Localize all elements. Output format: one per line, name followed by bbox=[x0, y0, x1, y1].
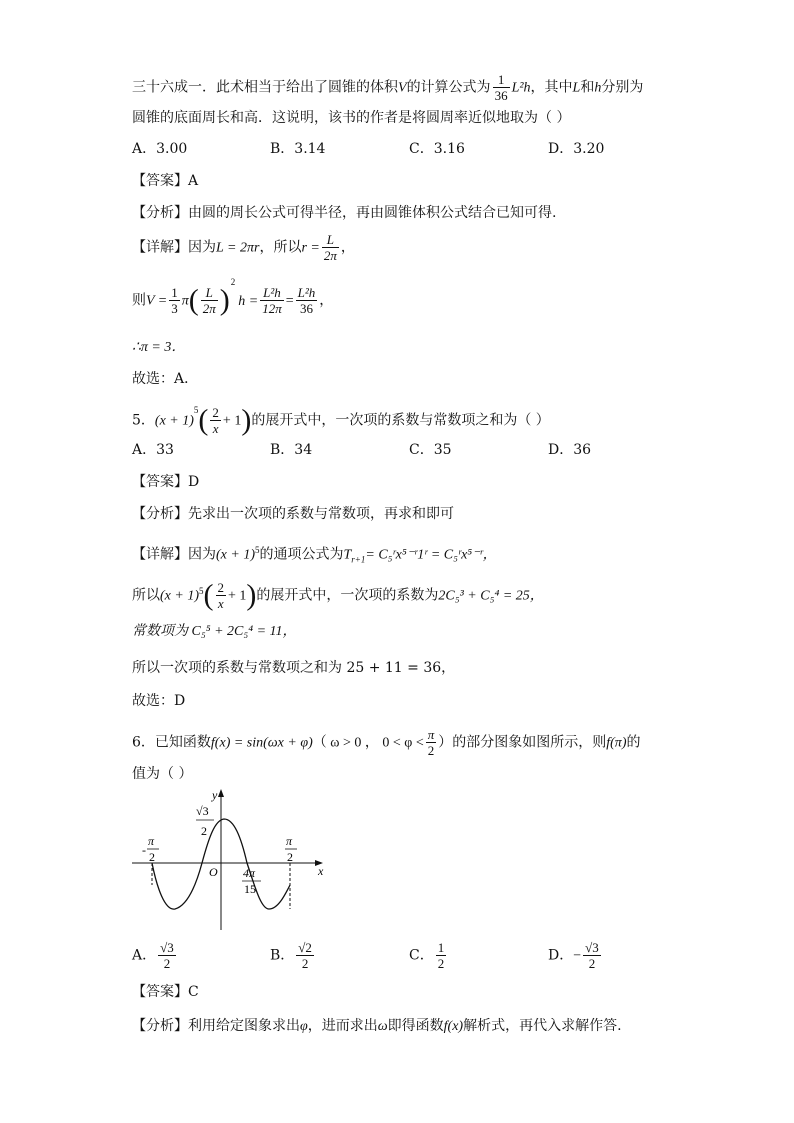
exponent: 5 bbox=[255, 545, 260, 555]
q5-detail bbox=[132, 540, 497, 569]
condition: （ ω > 0 ， 0 < φ < bbox=[312, 735, 424, 751]
denominator: x bbox=[212, 421, 219, 436]
detail-tag: 【详解】 bbox=[132, 546, 188, 563]
pi-right-two: 2 bbox=[287, 850, 293, 864]
q4-volume-derivation bbox=[132, 276, 334, 317]
numerator: 1 bbox=[171, 285, 178, 300]
q4-choose: 故选：A． bbox=[132, 371, 199, 387]
text: 解析式，再代入求解作答. bbox=[463, 1018, 622, 1034]
plus-one: + 1 bbox=[222, 413, 242, 429]
pi: π bbox=[181, 293, 189, 309]
numerator: L²h bbox=[297, 285, 316, 300]
denominator: 2π bbox=[202, 301, 216, 316]
function: f(x) bbox=[443, 1019, 464, 1034]
text: 因为 bbox=[188, 546, 216, 563]
fraction bbox=[426, 727, 437, 758]
q6-option-c bbox=[409, 940, 448, 971]
numerator: L²h bbox=[260, 285, 284, 301]
function-value: f(π) bbox=[606, 735, 627, 751]
q4-answer bbox=[132, 171, 198, 191]
q4-option-c: C．3.16 bbox=[409, 141, 465, 157]
option-label: B． bbox=[270, 947, 295, 964]
minus-sign: − bbox=[573, 948, 582, 964]
q5-choose: 故选：D bbox=[132, 693, 186, 709]
var-l: L bbox=[572, 80, 581, 96]
analysis-tag: 【分析】 bbox=[132, 1018, 188, 1034]
numerator: 1 bbox=[437, 940, 445, 955]
x-label: x bbox=[318, 864, 324, 878]
denominator: 2 bbox=[588, 956, 596, 971]
q5-sum-line: 所以一次项的系数与常数项之和为 25 + 11 = 36， bbox=[132, 660, 456, 676]
option-label: A． bbox=[132, 947, 157, 964]
answer-value: A bbox=[188, 173, 199, 189]
q5-option-a: A．33 bbox=[132, 442, 174, 458]
question-number: 6． bbox=[132, 734, 155, 751]
answer-value: C bbox=[188, 984, 199, 1000]
fraction bbox=[322, 232, 339, 263]
fraction bbox=[436, 940, 447, 971]
denominator: 12π bbox=[262, 301, 282, 316]
binomial: (x + 1) bbox=[216, 547, 255, 563]
equation: r = bbox=[301, 240, 320, 256]
equation: h = bbox=[238, 293, 259, 309]
fifteen-label: 15 bbox=[244, 882, 256, 896]
equation: L = 2πr bbox=[216, 240, 260, 256]
sine-graph bbox=[130, 785, 340, 935]
numerator: 2 bbox=[217, 580, 224, 595]
numerator: √3 bbox=[585, 940, 599, 955]
exponent: 5 bbox=[199, 585, 204, 596]
answer-tag: 【答案】 bbox=[132, 984, 188, 1000]
fraction bbox=[201, 285, 218, 316]
analysis-tag: 【分析】 bbox=[132, 506, 188, 522]
origin-label: O bbox=[209, 865, 218, 879]
q5-const-line: 常数项为 C₅⁵ + 2C₅⁴ = 11， bbox=[132, 624, 297, 639]
text: 已知函数 bbox=[154, 734, 211, 751]
q6-analysis bbox=[132, 1016, 622, 1037]
option-label: D． bbox=[548, 947, 574, 964]
q5-option-b: B．34 bbox=[270, 442, 313, 458]
text: 分别为 bbox=[601, 79, 644, 96]
fraction bbox=[583, 940, 601, 971]
q4-stem-line1 bbox=[132, 72, 643, 103]
q4-option-b: B．3.14 bbox=[270, 141, 326, 157]
var-h: h bbox=[594, 80, 602, 96]
text: 的计算公式为 bbox=[406, 79, 491, 96]
two-label: 2 bbox=[201, 824, 207, 838]
denominator: 36 bbox=[299, 301, 313, 316]
denominator: 2 bbox=[301, 956, 309, 971]
text: 的通项公式为 bbox=[259, 546, 344, 563]
q5-analysis bbox=[132, 504, 454, 524]
neg-pi-label: π bbox=[148, 834, 155, 848]
expr: L²h bbox=[511, 80, 531, 96]
y-label: y bbox=[212, 788, 218, 802]
q5-answer bbox=[132, 472, 199, 492]
q6-stem bbox=[132, 727, 640, 758]
denominator: 36 bbox=[494, 88, 508, 103]
equals: = bbox=[285, 293, 294, 309]
option-label: C． bbox=[409, 947, 434, 964]
answer-tag: 【答案】 bbox=[132, 474, 188, 490]
analysis-tag: 【分析】 bbox=[132, 205, 188, 221]
term: T bbox=[343, 547, 352, 563]
q6-option-b bbox=[270, 940, 316, 971]
q4-detail bbox=[132, 232, 355, 263]
binomial: (x + 1) bbox=[160, 588, 199, 604]
equation: V = bbox=[146, 293, 168, 309]
q5-option-c: C．35 bbox=[409, 442, 452, 458]
denominator: 2 bbox=[427, 743, 435, 758]
four-pi-label: 4π bbox=[243, 866, 256, 880]
phi: φ bbox=[300, 1019, 308, 1034]
numerator: π bbox=[427, 727, 435, 742]
omega: ω bbox=[377, 1019, 388, 1034]
left-paren: ( bbox=[198, 403, 209, 437]
fraction bbox=[216, 580, 227, 611]
numerator: 2 bbox=[212, 405, 219, 420]
q4-option-a: A．3.00 bbox=[132, 141, 188, 157]
text: 的展开式中，一次项的系数与常数项之和为（ ） bbox=[251, 412, 550, 429]
fraction bbox=[158, 940, 176, 971]
fraction bbox=[169, 285, 180, 316]
equation: = C₅ʳx⁵⁻ʳ1ʳ = C₅ʳx⁵⁻ʳ， bbox=[365, 547, 497, 563]
numerator: 1 bbox=[493, 72, 510, 88]
text: 三十六成一．此术相当于给出了圆锥的体积 bbox=[132, 79, 398, 96]
var-v: V bbox=[398, 80, 407, 96]
denominator: 2 bbox=[163, 956, 171, 971]
pi-right-label: π bbox=[286, 834, 293, 848]
left-paren: ( bbox=[203, 578, 214, 612]
neg-two-label: 2 bbox=[149, 850, 155, 864]
right-paren: ) bbox=[219, 283, 230, 317]
text: 的展开式中，一次项的系数为 bbox=[256, 587, 439, 604]
equation: 2C₅³ + C₅⁴ = 25， bbox=[438, 588, 544, 604]
denominator: 2π bbox=[323, 248, 337, 263]
text: 因为 bbox=[188, 239, 216, 256]
fraction bbox=[296, 940, 314, 971]
fraction bbox=[296, 285, 318, 316]
detail-tag: 【详解】 bbox=[132, 239, 188, 256]
subscript: r+1 bbox=[351, 554, 366, 565]
text: ，进而求出 bbox=[307, 1018, 378, 1034]
text: ）的部分图象如图所示，则 bbox=[438, 734, 607, 751]
right-paren: ) bbox=[246, 578, 257, 612]
numerator: L bbox=[201, 285, 218, 301]
q5-option-d: D．36 bbox=[548, 442, 592, 458]
numerator: L bbox=[322, 232, 339, 248]
text: ， bbox=[340, 239, 355, 256]
binomial: (x + 1) bbox=[154, 413, 194, 429]
text: ， bbox=[319, 292, 334, 309]
denominator: 3 bbox=[171, 301, 178, 316]
q6-stem-line2: 值为（ ） bbox=[132, 766, 193, 782]
plus-one: + 1 bbox=[228, 588, 247, 604]
q5-coef-line bbox=[132, 580, 544, 611]
numerator: √3 bbox=[160, 940, 174, 955]
fraction bbox=[210, 405, 221, 436]
analysis-text: 先求出一次项的系数与常数项，再求和即可 bbox=[188, 506, 454, 522]
text: ，其中 bbox=[530, 79, 573, 96]
text: 所以 bbox=[132, 587, 160, 604]
text: 利用给定图象求出 bbox=[188, 1018, 300, 1034]
analysis-text: 由圆的周长公式可得半径，再由圆锥体积公式结合已知可得. bbox=[188, 205, 557, 221]
text: 和 bbox=[580, 79, 595, 96]
denominator: x bbox=[217, 596, 224, 611]
exponent: 2 bbox=[230, 276, 236, 287]
sqrt3-label: √3 bbox=[196, 804, 209, 818]
answer-tag: 【答案】 bbox=[132, 173, 188, 189]
exponent: 5 bbox=[193, 404, 199, 415]
denominator: 2 bbox=[437, 956, 445, 971]
q4-therefore: ∴π = 3． bbox=[132, 340, 186, 355]
text: 的 bbox=[626, 734, 641, 751]
q6-option-d bbox=[548, 940, 603, 971]
q4-analysis bbox=[132, 203, 556, 223]
y-axis-arrow bbox=[218, 789, 224, 797]
q4-stem-line2: 圆锥的底面周长和高．这说明，该书的作者是将圆周率近似地取为（ ） bbox=[132, 110, 571, 126]
text: 则 bbox=[132, 292, 146, 309]
text: 即得函数 bbox=[387, 1018, 444, 1034]
text: ，所以 bbox=[259, 239, 302, 256]
numerator: √2 bbox=[298, 940, 312, 955]
question-number: 5． bbox=[132, 412, 155, 429]
fraction bbox=[260, 285, 284, 316]
function: f(x) = sin(ωx + φ) bbox=[210, 735, 313, 751]
neg-sign: - bbox=[142, 843, 146, 857]
right-paren: ) bbox=[241, 403, 252, 437]
q6-answer bbox=[132, 982, 199, 1002]
q4-option-d: D．3.20 bbox=[548, 141, 605, 157]
fraction bbox=[493, 72, 510, 103]
answer-value: D bbox=[188, 474, 200, 490]
q5-stem bbox=[132, 405, 550, 436]
q6-option-a bbox=[132, 940, 178, 971]
left-paren: ( bbox=[188, 283, 199, 317]
